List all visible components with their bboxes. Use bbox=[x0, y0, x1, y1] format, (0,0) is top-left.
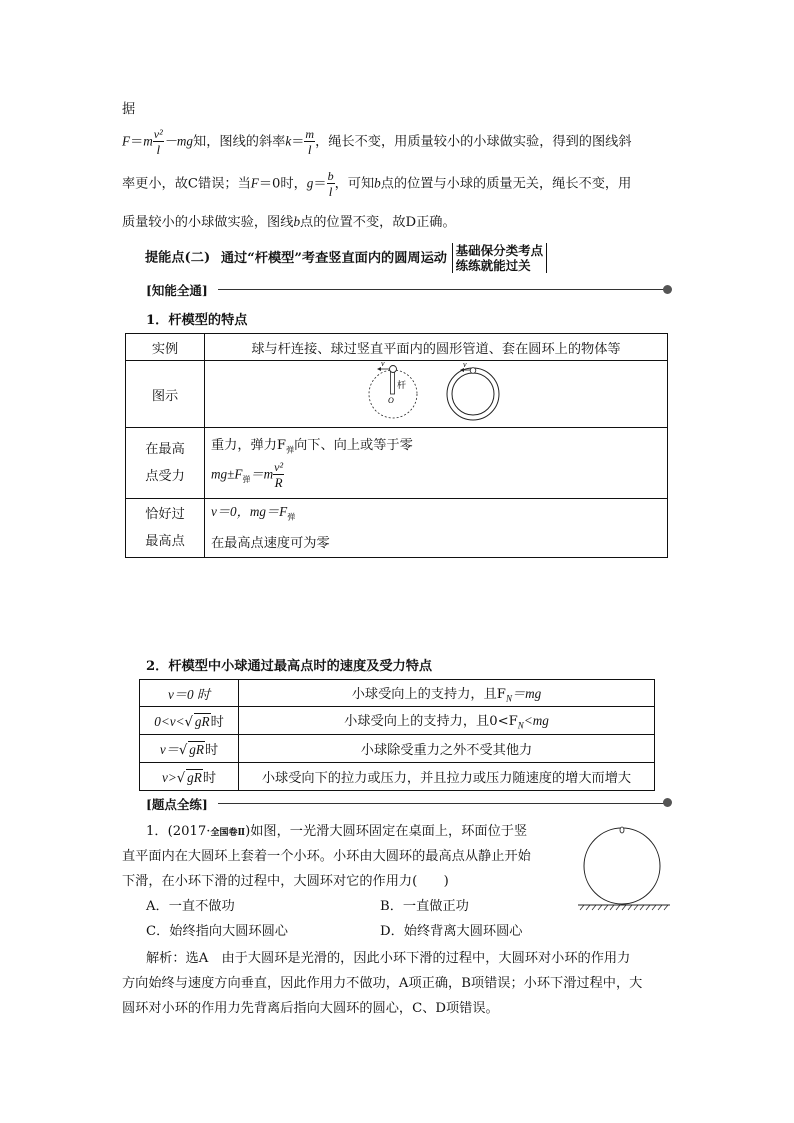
table-cell: v>√ gR时 bbox=[140, 763, 239, 791]
ball-icon bbox=[390, 366, 397, 373]
question-line-1: 1．(2017·全国卷Ⅱ)如图，一光滑大圆环固定在桌面上，环面位于竖 bbox=[146, 824, 528, 839]
table-cell: 在最高 点受力 bbox=[126, 428, 205, 499]
table-cell-figure bbox=[205, 361, 668, 428]
question-line-3: 下滑，在小环下滑的过程中，大圆环对它的作用力( ) bbox=[122, 874, 449, 889]
text-line-1: F＝m $\frac{\text{v²}}{l}$ －mg知，图线的斜率k＝ $\frac{m}{l}$ ，绳长不变，用质量较小的小球做实验，得到的图线斜 bbox=[122, 127, 632, 157]
section-header bbox=[145, 243, 547, 273]
fig-rod-label: 杆 bbox=[397, 381, 407, 391]
question-line-2: 直平面内在大圆环上套着一个小环。小环由大圆环的最高点从静止开始 bbox=[122, 849, 531, 864]
speed-force-table bbox=[139, 679, 655, 791]
rod-model-table bbox=[125, 333, 668, 558]
ring-outer bbox=[447, 368, 499, 420]
table-row bbox=[126, 334, 668, 361]
section-label: 提能点(二) bbox=[145, 250, 211, 266]
table-cell: 小球受向上的支持力，且$0<F_N<mg$ bbox=[239, 707, 655, 735]
option-b: B．一直做正功 bbox=[380, 899, 469, 914]
fraction-v2-l: $\frac{\text{v²}}{l}$ bbox=[153, 127, 163, 157]
table-cell: 恰好过 最高点 bbox=[126, 499, 205, 558]
section-title: 通过“杆模型”考查竖直面内的圆周运动 bbox=[220, 250, 447, 266]
text-line-0: 据 bbox=[122, 102, 136, 117]
ring-inner bbox=[452, 373, 494, 415]
ring-ball bbox=[470, 368, 476, 374]
table-row bbox=[140, 763, 655, 791]
table-cell: 图示 bbox=[126, 361, 205, 428]
table-cell: 小球除受重力之外不受其他力 bbox=[239, 735, 655, 763]
table-cell: 小球受向下的拉力或压力，并且拉力或压力随速度的增大而增大 bbox=[239, 763, 655, 791]
big-ring-figure bbox=[574, 826, 674, 916]
table-row bbox=[126, 499, 668, 558]
fig-v1: v bbox=[381, 361, 385, 368]
tabletop-hatch bbox=[580, 905, 668, 910]
table-row bbox=[140, 735, 655, 763]
table-cell: v＝0，$mg=F_弹$ 在最高点速度可为零 bbox=[205, 499, 668, 558]
text-line-2: 率更小，故C错误；当F＝0时，g＝ $\frac{b}{l}$ ，可知b点的位置与小球的质量无关，绳长不变，用 bbox=[122, 169, 632, 199]
knowledge-bar-dot bbox=[663, 285, 672, 294]
answer-line-1: 解析：选A 由于大圆环是光滑的，因此小环下滑的过程中，大圆环对小环的作用力 bbox=[146, 951, 631, 966]
answer-line-2: 方向始终与速度方向垂直，因此作用力不做功，A项正确，B项错误；小环下滑过程中，大 bbox=[122, 976, 643, 991]
section-tag: 基础保分类考点 练练就能过关 bbox=[452, 243, 548, 273]
table-cell: 0<v<√ gR时 bbox=[140, 707, 239, 735]
fig-v2: v bbox=[463, 361, 467, 369]
table-cell: v＝0 时 bbox=[140, 680, 239, 707]
knowledge-bar-label: [知能全通] bbox=[146, 283, 208, 298]
practice-bar-line bbox=[218, 803, 666, 804]
table-cell: 小球受向上的支持力，且$F_N=mg$ bbox=[239, 680, 655, 707]
table-row bbox=[126, 428, 668, 499]
item1-title: 1．杆模型的特点 bbox=[146, 313, 248, 328]
table-cell: 实例 bbox=[126, 334, 205, 361]
fig-o-label: O bbox=[388, 396, 394, 405]
small-ring bbox=[620, 827, 624, 833]
answer-line-3: 圆环对小环的作用力先背离后指向大圆环的圆心，C、D项错误。 bbox=[122, 1001, 499, 1016]
table-cell: v＝√ gR时 bbox=[140, 735, 239, 763]
option-a: A．一直不做功 bbox=[146, 899, 235, 914]
item2-title: 2．杆模型中小球通过最高点时的速度及受力特点 bbox=[146, 659, 433, 674]
fraction-b-l: $\frac{b}{l}$ bbox=[327, 169, 334, 199]
table-row bbox=[140, 680, 655, 707]
big-ring bbox=[584, 828, 660, 904]
rod-and-ring-figure bbox=[367, 361, 667, 427]
practice-bar-label: [题点全练] bbox=[146, 797, 208, 812]
rod-icon bbox=[391, 371, 395, 394]
knowledge-bar-line bbox=[218, 289, 666, 290]
option-c: C．始终指向大圆环圆心 bbox=[146, 924, 288, 939]
fraction-m-l: $\frac{m}{l}$ bbox=[305, 127, 315, 157]
table-cell: 球与杆连接、球过竖直平面内的圆形管道、套在圆环上的物体等 bbox=[205, 334, 668, 361]
text-line-3: 质量较小的小球做实验，图线b点的位置不变，故D正确。 bbox=[122, 214, 456, 230]
table-cell: 重力，弹力$F_弹$向下、向上或等于零 $mg\pm F_弹=m$ $\frac{\text{v²}}{R}$ bbox=[205, 428, 668, 499]
practice-bar-dot bbox=[663, 798, 672, 807]
option-d: D．始终背离大圆环圆心 bbox=[380, 924, 523, 939]
table-row bbox=[140, 707, 655, 735]
table-row bbox=[126, 361, 668, 428]
